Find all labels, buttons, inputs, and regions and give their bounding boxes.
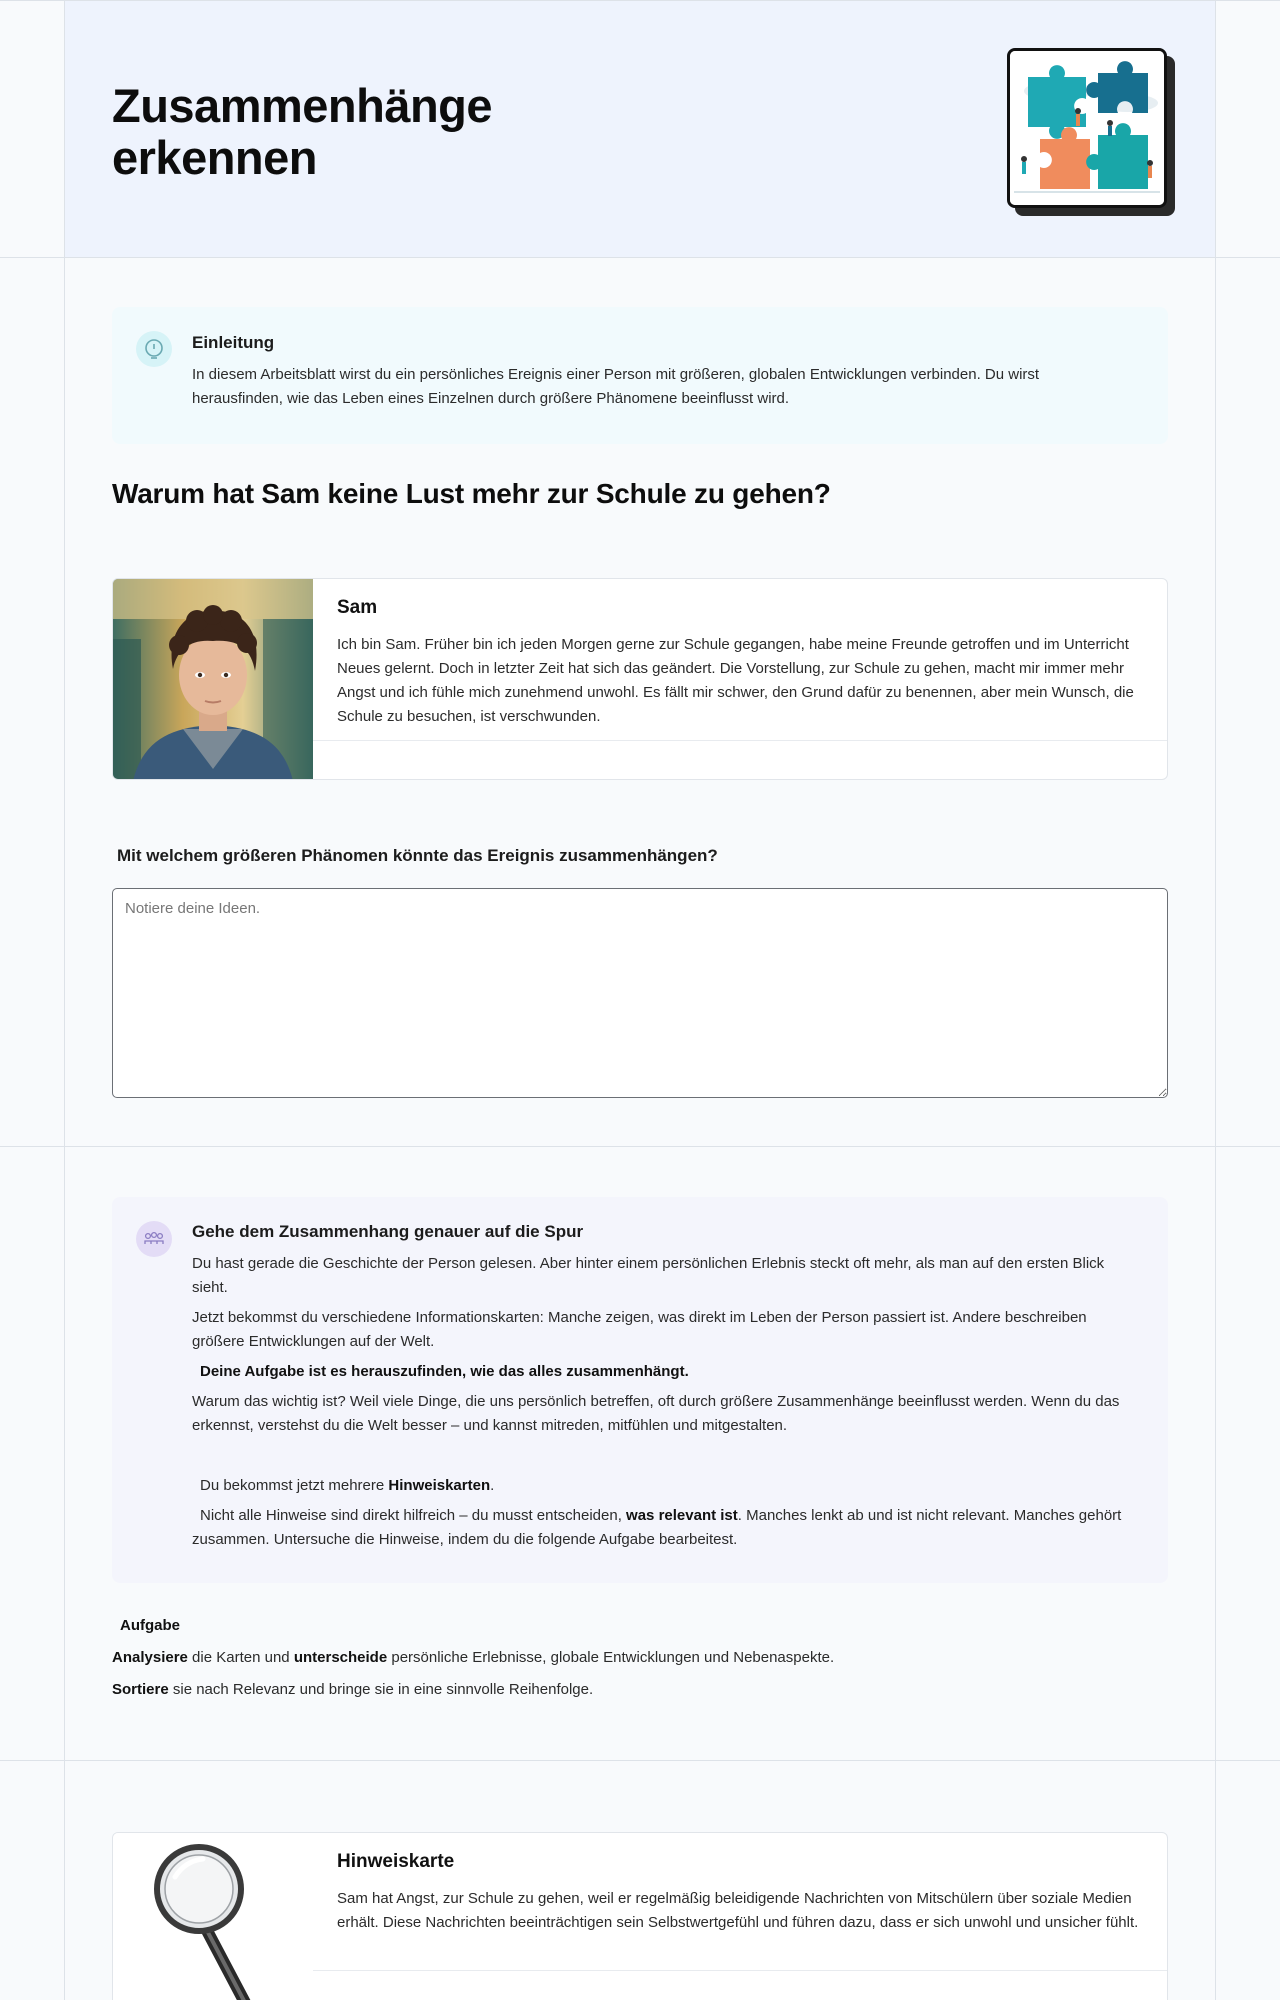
explore-paragraph-2: Jetzt bekommst du verschiedene Informationskarten: Manche zeigen, was direkt im Leben der Person passiert ist. Andere beschreiben größere Entwicklungen auf der Welt. bbox=[192, 1309, 1087, 1350]
intro-box bbox=[112, 307, 1168, 444]
explore-p6-end: . Manches lenkt ab und ist nicht relevant. Manches gehört zusammen. Untersuche die Hinweise, indem du die folgende Aufgabe bearbeitest. bbox=[192, 1507, 1122, 1548]
task-verb-distinguish: unterscheide bbox=[293, 1649, 388, 1666]
explore-task-statement: Deine Aufgabe ist es herauszufinden, wie das alles zusammenhängt. bbox=[200, 1363, 689, 1380]
puzzle-illustration bbox=[1007, 48, 1167, 208]
sam-portrait bbox=[113, 579, 313, 779]
task-line-2 bbox=[112, 1681, 593, 1698]
header-divider bbox=[0, 257, 1280, 258]
people-group-icon bbox=[136, 1221, 172, 1257]
page-title-line1: Zusammenhänge bbox=[112, 79, 493, 132]
explore-paragraph-4: Warum das wichtig ist? Weil viele Dinge, die uns persönlich betreffen, oft durch größere Zusammenhänge beeinflusst werden. Wenn du das erkennst, verstehst du die Welt besser – und kannst mitreden, mitfühlen und mitgestalten. bbox=[192, 1393, 1120, 1434]
main-question: Warum hat Sam keine Lust mehr zur Schule zu gehen? bbox=[112, 478, 831, 509]
top-divider bbox=[0, 0, 1280, 1]
magnifier-image bbox=[113, 1833, 313, 2000]
hint-card-text: Sam hat Angst, zur Schule zu gehen, weil er regelmäßig beleidigende Nachrichten von Mitschülern über soziale Medien erhält. Diese Nachrichten beeinträchtigen sein Selbstwertgefühl und führen dazu, dass er sich unwohl und unsicher fühlt. bbox=[337, 1890, 1139, 1931]
explore-box bbox=[112, 1197, 1168, 1583]
task-label: Aufgabe bbox=[120, 1617, 180, 1634]
person-card bbox=[112, 578, 1168, 780]
explore-paragraph-1: Du hast gerade die Geschichte der Person gelesen. Aber hinter einem persönlichen Erlebnis steckt oft mehr, als man auf den ersten Blick sieht. bbox=[192, 1255, 1105, 1296]
puzzle-icon bbox=[1010, 51, 1164, 205]
task-line1-text-a: die Karten und bbox=[187, 1649, 294, 1666]
prompt-label: Mit welchem größeren Phänomen könnte das Ereignis zusammenhängen? bbox=[117, 846, 718, 865]
section-divider-1 bbox=[0, 1146, 1280, 1147]
page-title-line2: erkennen bbox=[112, 130, 317, 184]
explore-p5-end: . bbox=[490, 1477, 495, 1494]
explore-p6-text: Nicht alle Hinweise sind direkt hilfreich – du musst entscheiden, bbox=[200, 1507, 627, 1524]
task-line-1 bbox=[112, 1649, 834, 1666]
task-verb-sort: Sortiere bbox=[112, 1681, 169, 1698]
person-name: Sam bbox=[337, 597, 378, 618]
explore-title: Gehe dem Zusammenhang genauer auf die Spur bbox=[192, 1222, 584, 1241]
lightbulb-icon bbox=[136, 331, 172, 367]
left-guide-line bbox=[64, 0, 65, 2000]
explore-paragraph-5 bbox=[200, 1474, 1132, 1498]
right-guide-line bbox=[1215, 0, 1216, 2000]
hint-card[interactable] bbox=[112, 1832, 1168, 2000]
task-verb-analyse: Analysiere bbox=[112, 1649, 188, 1666]
hint-card-title: Hinweiskarte bbox=[337, 1851, 455, 1872]
ideas-textarea[interactable] bbox=[112, 888, 1168, 1098]
explore-p6-bold: was relevant ist bbox=[626, 1507, 738, 1524]
explore-p5-text: Du bekommst jetzt mehrere bbox=[200, 1477, 389, 1494]
explore-paragraph-6 bbox=[192, 1504, 1132, 1552]
card-footer-divider bbox=[313, 740, 1167, 741]
task-line1-text-b: persönliche Erlebnisse, globale Entwicklungen und Nebenaspekte. bbox=[387, 1649, 835, 1666]
hint-card-divider bbox=[313, 1970, 1167, 1971]
page-title bbox=[112, 80, 572, 183]
task-line2-text: sie nach Relevanz und bringe sie in eine sinnvolle Reihenfolge. bbox=[168, 1681, 594, 1698]
person-story: Ich bin Sam. Früher bin ich jeden Morgen gerne zur Schule gegangen, habe meine Freunde getroffen und im Unterricht Neues gelernt. Doch in letzter Zeit hat sich das geändert. Die Vorstellung, zur Schule zu gehen, macht mir immer mehr Angst und ich fühle mich zunehmend unwohl. Es fällt mir schwer, den Grund dafür zu benennen, aber mein Wunsch, die Schule zu besuchen, ist verschwunden. bbox=[337, 636, 1134, 725]
intro-text: In diesem Arbeitsblatt wirst du ein persönliches Ereignis einer Person mit größeren, globalen Entwicklungen verbinden. Du wirst herausfinden, wie das Leben eines Einzelnen durch größere Phänomene beeinflusst wird. bbox=[192, 366, 1040, 407]
section-divider-2 bbox=[0, 1760, 1280, 1761]
intro-title: Einleitung bbox=[192, 333, 275, 352]
page-header bbox=[64, 0, 1216, 257]
explore-p5-bold: Hinweiskarten bbox=[388, 1477, 491, 1494]
